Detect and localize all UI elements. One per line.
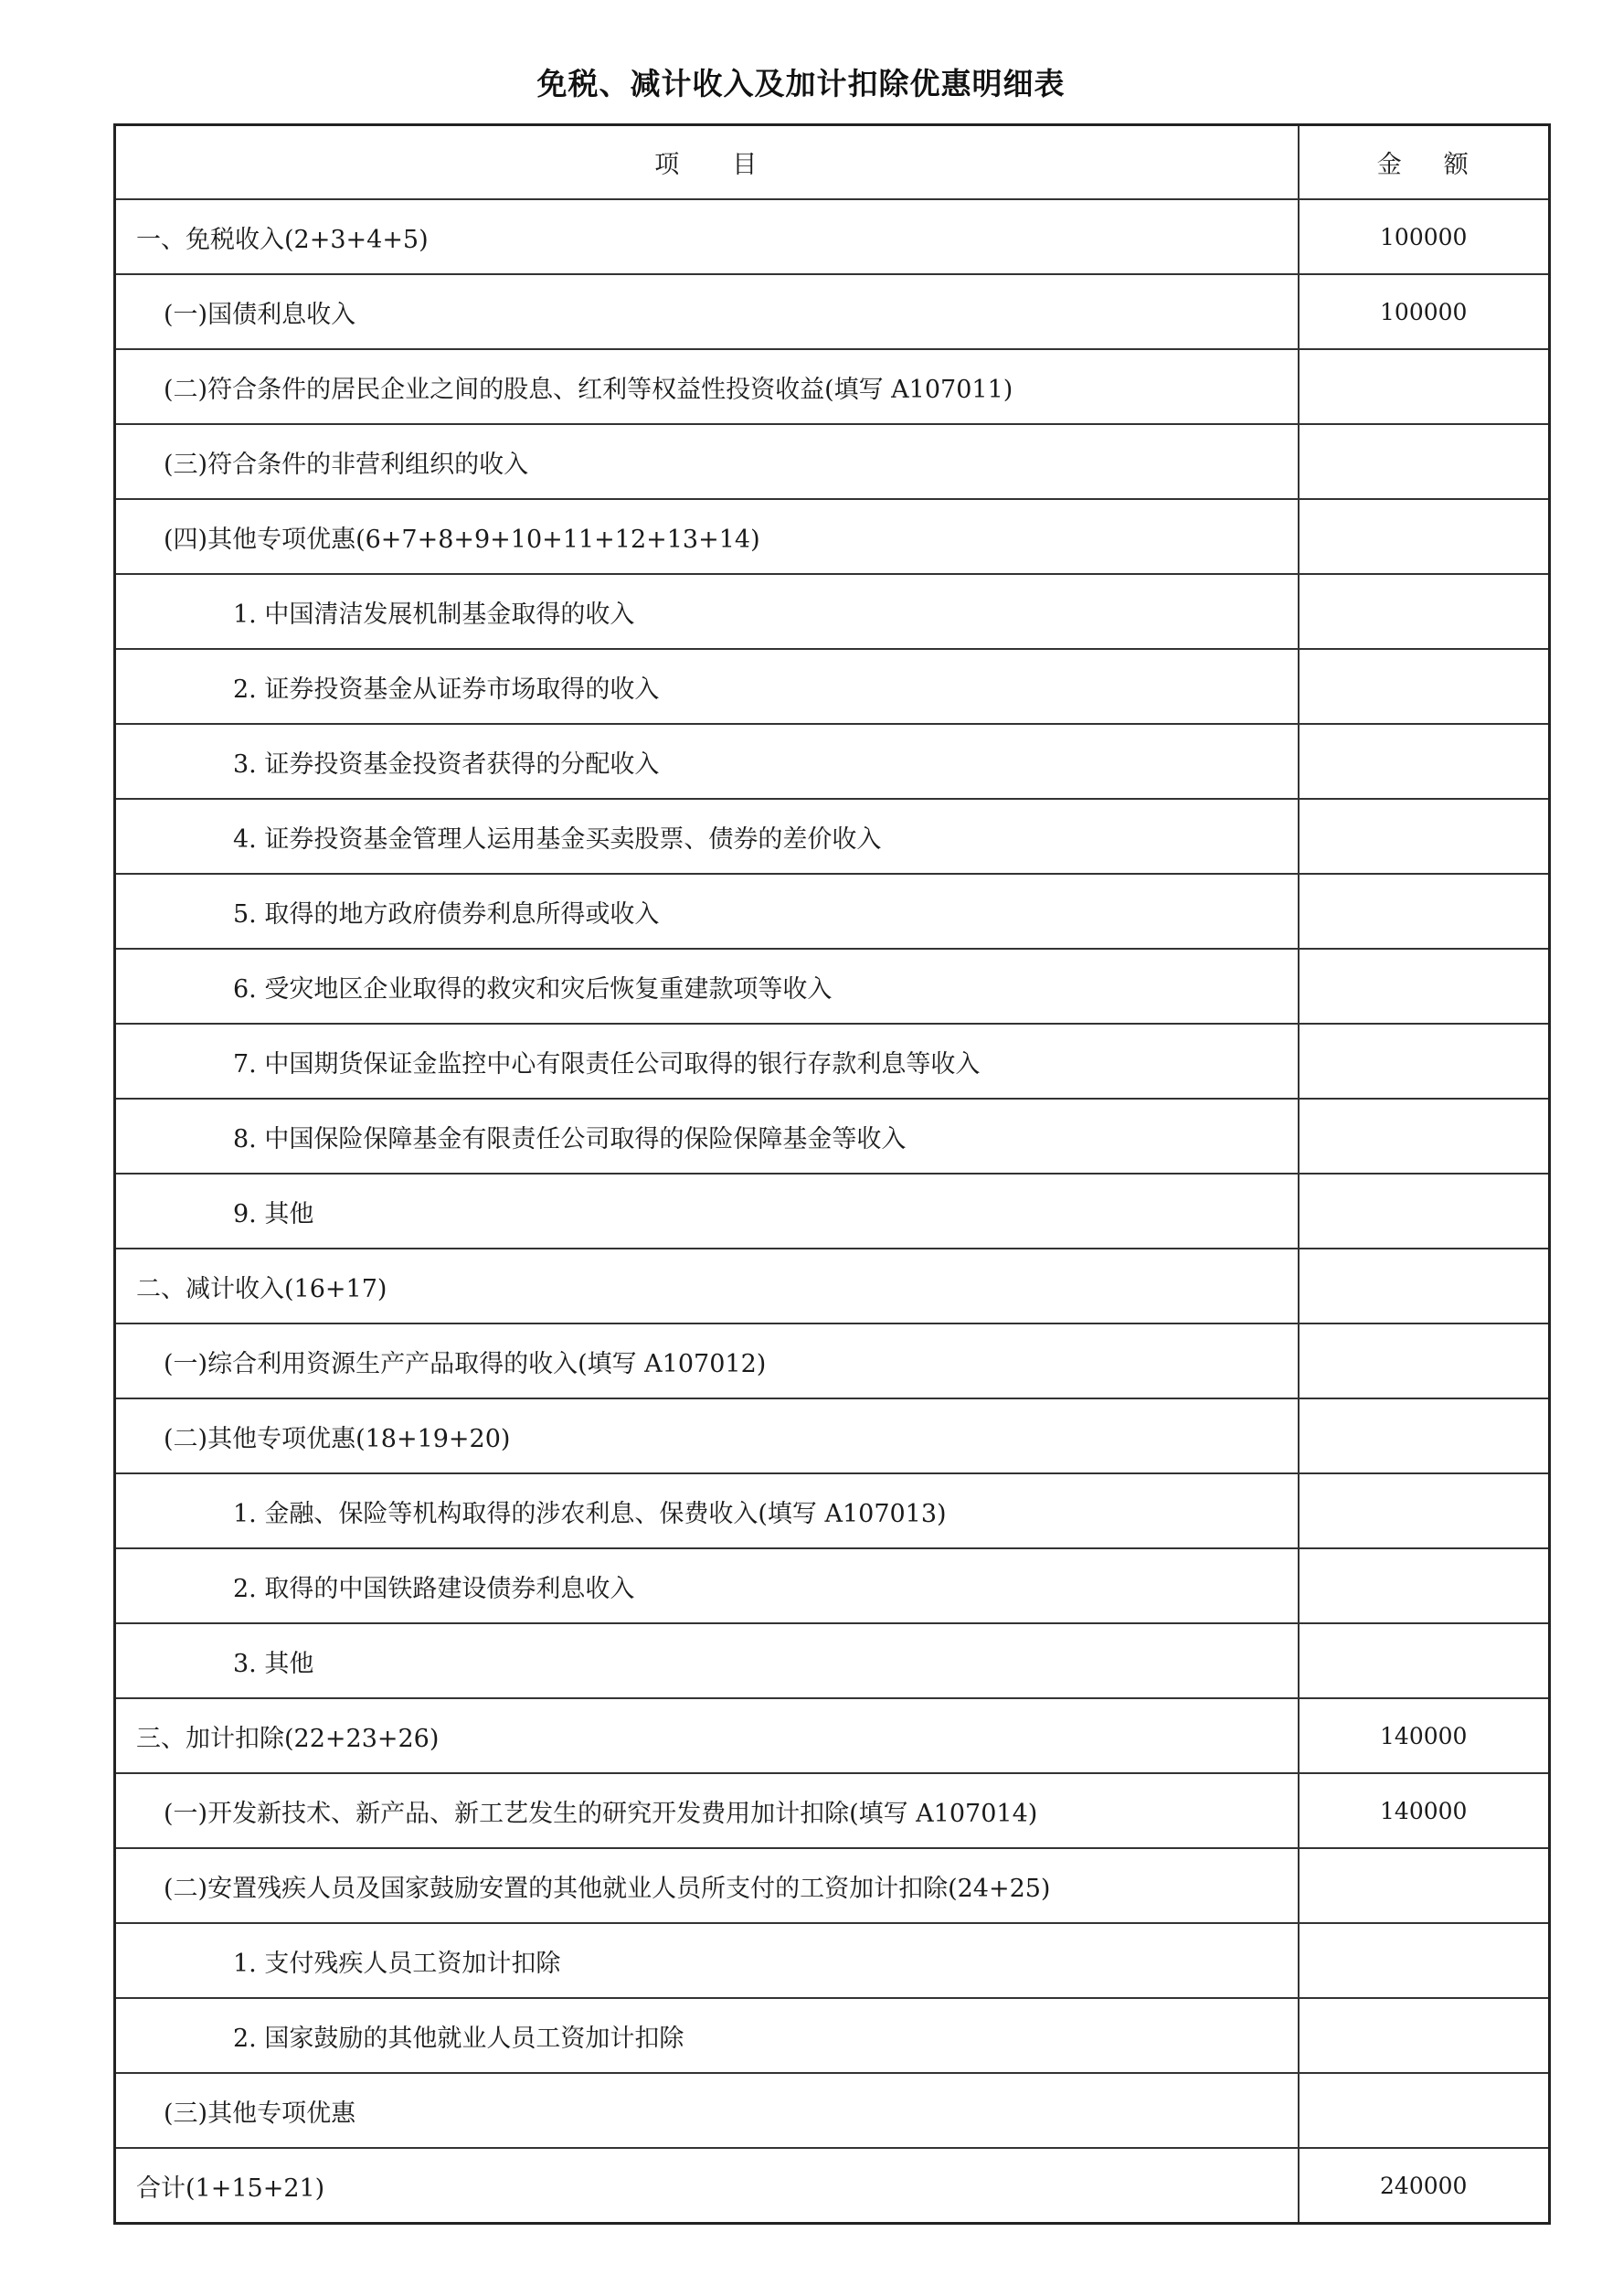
row-item-label: 2. 取得的中国铁路建设债券利息收入 [115, 1548, 1299, 1623]
row-amount-value [1299, 1249, 1550, 1323]
table-row [115, 199, 1550, 274]
row-item-label: (二)其他专项优惠(18+19+20) [115, 1398, 1299, 1473]
table-row [115, 1398, 1550, 1473]
row-item-label: (二)符合条件的居民企业之间的股息、红利等权益性投资收益(填写 A107011) [115, 349, 1299, 424]
row-amount-value [1299, 1323, 1550, 1398]
row-item-label: 1. 中国清洁发展机制基金取得的收入 [115, 574, 1299, 649]
header-row [115, 125, 1550, 200]
row-item-label: 1. 金融、保险等机构取得的涉农利息、保费收入(填写 A107013) [115, 1473, 1299, 1548]
table-row [115, 949, 1550, 1024]
row-item-label: 2. 国家鼓励的其他就业人员工资加计扣除 [115, 1998, 1299, 2073]
table-row [115, 1998, 1550, 2073]
item-header-char-1: 项 [654, 151, 682, 179]
row-item-label: (一)国债利息收入 [115, 274, 1299, 349]
row-amount-value: 140000 [1299, 1698, 1550, 1773]
row-item-label: 4. 证券投资基金管理人运用基金买卖股票、债券的差价收入 [115, 799, 1299, 874]
table-row [115, 1473, 1550, 1548]
row-item-label: 2. 证券投资基金从证券市场取得的收入 [115, 649, 1299, 724]
row-amount-value [1299, 1024, 1550, 1099]
row-item-label: 5. 取得的地方政府债券利息所得或收入 [115, 874, 1299, 949]
document-title: 免税、减计收入及加计扣除优惠明细表 [536, 66, 1066, 101]
row-amount-value [1299, 574, 1550, 649]
row-item-label: 6. 受灾地区企业取得的救灾和灾后恢复重建款项等收入 [115, 949, 1299, 1024]
row-item-label: 3. 证券投资基金投资者获得的分配收入 [115, 724, 1299, 799]
row-item-label: 三、加计扣除(22+23+26) [115, 1698, 1299, 1773]
table-row [115, 1923, 1550, 1998]
row-amount-value: 100000 [1299, 274, 1550, 349]
amount-header-char-2: 额 [1443, 151, 1470, 179]
row-amount-value [1299, 874, 1550, 949]
table-header [115, 125, 1550, 200]
row-amount-value [1299, 1099, 1550, 1174]
row-item-label: 7. 中国期货保证金监控中心有限责任公司取得的银行存款利息等收入 [115, 1024, 1299, 1099]
tax-preference-detail-table [113, 123, 1551, 2225]
row-item-label: 8. 中国保险保障基金有限责任公司取得的保险保障基金等收入 [115, 1099, 1299, 1174]
table-row [115, 1099, 1550, 1174]
table-row [115, 1548, 1550, 1623]
table-row [115, 2148, 1550, 2224]
row-item-label: 3. 其他 [115, 1623, 1299, 1698]
row-item-label: 二、减计收入(16+17) [115, 1249, 1299, 1323]
row-amount-value [1299, 1174, 1550, 1249]
row-amount-value [1299, 724, 1550, 799]
table-row [115, 1024, 1550, 1099]
row-amount-value [1299, 1473, 1550, 1548]
table-row [115, 499, 1550, 574]
row-item-label: 合计(1+15+21) [115, 2148, 1299, 2224]
row-amount-value [1299, 1998, 1550, 2073]
table-row [115, 1249, 1550, 1323]
amount-column-header [1299, 125, 1550, 200]
item-column-header [115, 125, 1299, 200]
row-item-label: (二)安置残疾人员及国家鼓励安置的其他就业人员所支付的工资加计扣除(24+25) [115, 1848, 1299, 1923]
table-row [115, 1174, 1550, 1249]
row-amount-value [1299, 1623, 1550, 1698]
row-item-label: 1. 支付残疾人员工资加计扣除 [115, 1923, 1299, 1998]
row-amount-value [1299, 1548, 1550, 1623]
row-amount-value: 100000 [1299, 199, 1550, 274]
table-row [115, 649, 1550, 724]
table-row [115, 1623, 1550, 1698]
row-amount-value [1299, 1848, 1550, 1923]
row-amount-value [1299, 1398, 1550, 1473]
row-amount-value [1299, 424, 1550, 499]
row-item-label: 9. 其他 [115, 1174, 1299, 1249]
table-body [115, 199, 1550, 2224]
table-row [115, 574, 1550, 649]
table-row [115, 349, 1550, 424]
row-amount-value [1299, 799, 1550, 874]
table-row [115, 1323, 1550, 1398]
item-header-char-2: 目 [732, 151, 759, 179]
table-row [115, 274, 1550, 349]
table-row [115, 1848, 1550, 1923]
table-row [115, 2073, 1550, 2148]
table-row [115, 424, 1550, 499]
amount-header-char-1: 金 [1376, 151, 1404, 179]
table-row [115, 799, 1550, 874]
row-amount-value [1299, 499, 1550, 574]
table-row [115, 1698, 1550, 1773]
row-amount-value: 140000 [1299, 1773, 1550, 1848]
table-row [115, 1773, 1550, 1848]
table-row [115, 874, 1550, 949]
row-amount-value [1299, 949, 1550, 1024]
row-item-label: (四)其他专项优惠(6+7+8+9+10+11+12+13+14) [115, 499, 1299, 574]
row-item-label: (一)综合利用资源生产产品取得的收入(填写 A107012) [115, 1323, 1299, 1398]
row-item-label: 一、免税收入(2+3+4+5) [115, 199, 1299, 274]
row-amount-value [1299, 2073, 1550, 2148]
row-item-label: (三)符合条件的非营利组织的收入 [115, 424, 1299, 499]
row-item-label: (一)开发新技术、新产品、新工艺发生的研究开发费用加计扣除(填写 A107014) [115, 1773, 1299, 1848]
row-amount-value [1299, 649, 1550, 724]
row-amount-value: 240000 [1299, 2148, 1550, 2224]
row-amount-value [1299, 1923, 1550, 1998]
table-row [115, 724, 1550, 799]
row-item-label: (三)其他专项优惠 [115, 2073, 1299, 2148]
row-amount-value [1299, 349, 1550, 424]
